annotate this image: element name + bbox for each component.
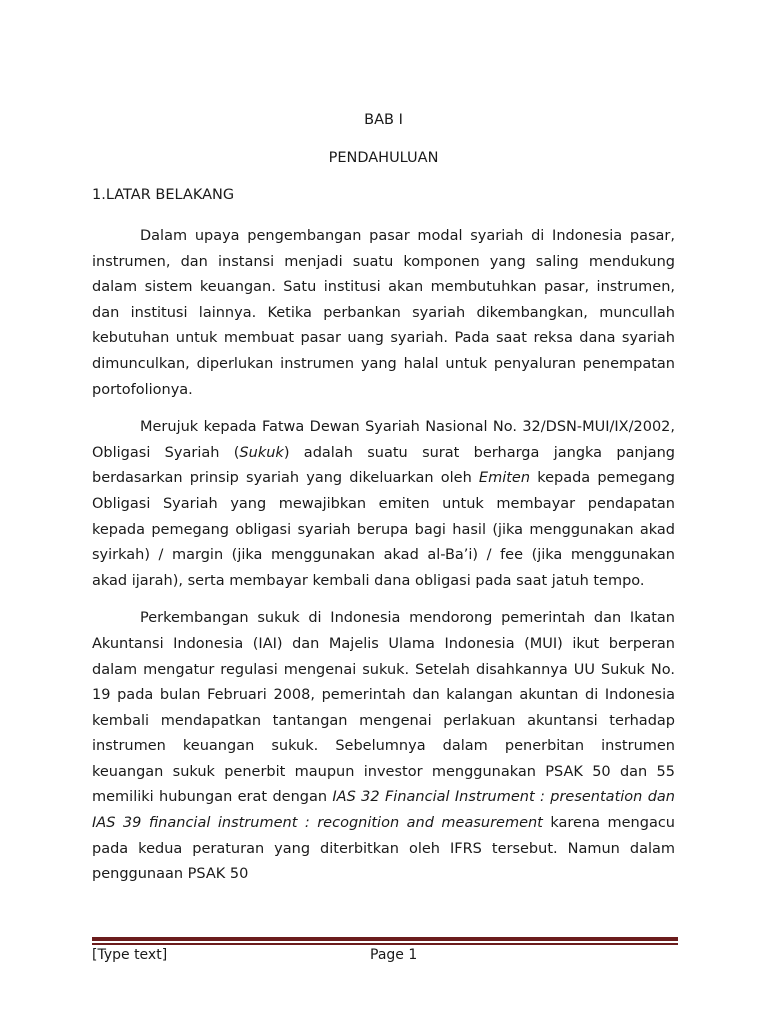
chapter-title: PENDAHULUAN [328, 150, 439, 166]
term-emiten: Emiten [478, 470, 531, 487]
footer-placeholder-text: [Type text] [92, 947, 168, 963]
ias-standards-reference: IAS 32 Financial Instrument : presentation dan IAS 39 financial instrument : recognition and measurement [92, 789, 675, 832]
footer-rule-thick [92, 937, 678, 941]
paragraph-3 [92, 606, 675, 888]
paragraph-3-text: karena mengacu pada kedua peraturan yang diterbitkan oleh IFRS tersebut. Namun dalam penggunaan PSAK 50 [92, 815, 675, 883]
footer-rule-thin [92, 943, 678, 945]
section-heading: 1.LATAR BELAKANG [92, 187, 235, 203]
body-text [92, 224, 675, 888]
chapter-number: BAB I [364, 112, 403, 128]
paragraph-2-text: Merujuk kepada Fatwa Dewan Syariah Nasional No. 32/DSN-MUI/IX/2002, Obligasi Syariah ( [92, 419, 675, 461]
paragraph-1: Dalam upaya pengembangan pasar modal syariah di Indonesia pasar, instrumen, dan instansi menjadi suatu komponen yang saling mendukung dalam sistem keuangan. Satu institusi akan membutuhkan pasar, instrumen, dan institusi lainnya. Ketika perbankan syariah dikembangkan, muncullah kebutuhan untuk membuat pasar uang syariah. Pada saat reksa dana syariah dimunculkan, diperlukan instrumen yang halal untuk penyaluran penempatan portofolionya. [92, 228, 675, 398]
page-number: Page 1 [370, 947, 418, 963]
paragraph-2 [92, 415, 675, 594]
paragraph-2-text: ) adalah suatu surat berharga jangka panjang berdasarkan prinsip syariah yang dikeluarkan oleh [92, 444, 675, 487]
paragraph-3-text: Perkembangan sukuk di Indonesia mendorong pemerintah dan Ikatan Akuntansi Indonesia (IAI) dan Majelis Ulama Indonesia (MUI) ikut berperan dalam mengatur regulasi mengenai sukuk. Setelah disahkannya UU Sukuk No. 19 pada bulan Februari 2008, pemerintah dan kalangan akuntan di Indonesia kembali mendapatkan tantangan mengenai perlakuan akuntansi terhadap instrumen keuangan sukuk. Sebelumnya dalam penerbitan instrumen keuangan sukuk penerbit maupun investor menggunakan PSAK 50 dan 55 memiliki hubungan erat dengan [92, 610, 675, 806]
term-sukuk: Sukuk [239, 444, 284, 461]
paragraph-2-text: kepada pemegang Obligasi Syariah yang mewajibkan emiten untuk membayar pendapatan kepada pemegang obligasi syariah berupa bagi hasil (jika menggunakan akad syirkah) / margin (jika menggunakan akad al-Ba’i) / fee (jika menggunakan akad ijarah), serta membayar kembali dana obligasi pada saat jatuh tempo. [92, 470, 675, 589]
